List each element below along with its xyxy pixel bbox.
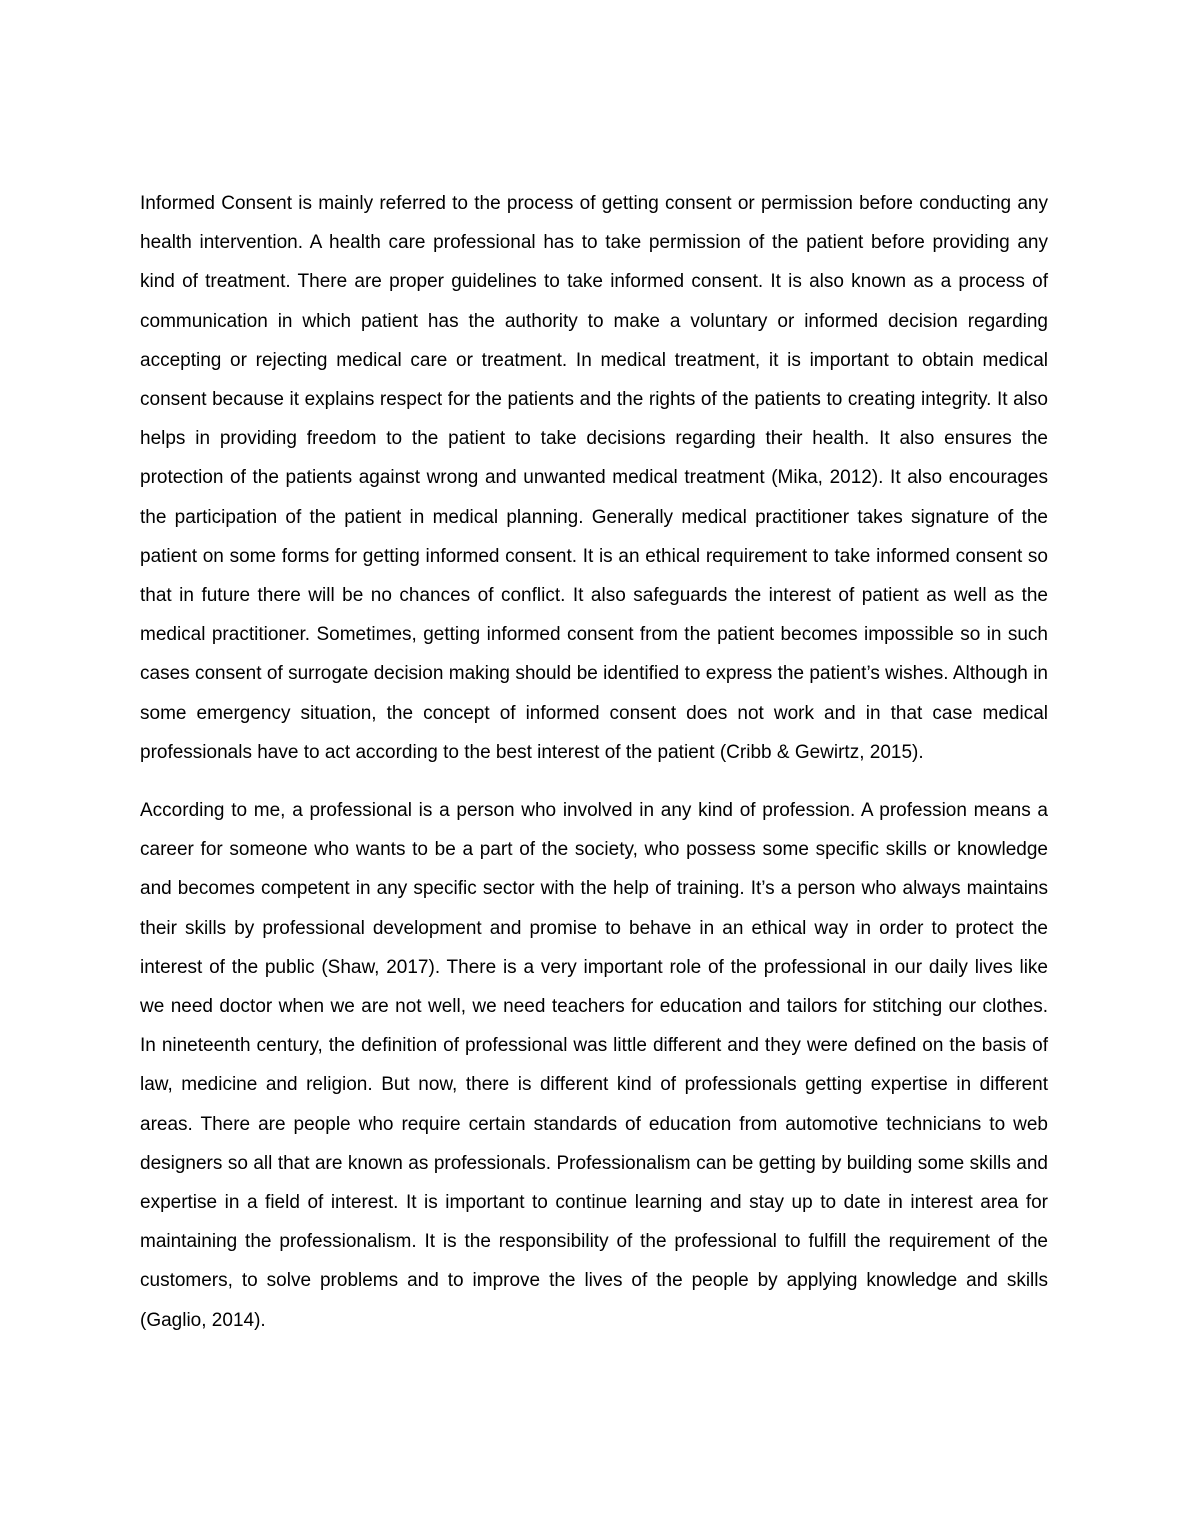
paragraph-informed-consent: Informed Consent is mainly referred to the process of getting consent or permission before conducting any health intervention. A health care professional has to take permission of the patient before providing any kind of treatment. There are proper guidelines to take informed consent. It is also known as a process of communication in which patient has the authority to make a voluntary or informed decision regarding accepting or rejecting medical care or treatment. In medical treatment, it is important to obtain medical consent because it explains respect for the patients and the rights of the patients to creating integrity. It also helps in providing freedom to the patient to take decisions regarding their health. It also ensures the protection of the patients against wrong and unwanted medical treatment (Mika, 2012). It also encourages the participation of the patient in medical planning. Generally medical practitioner takes signature of the patient on some forms for getting informed consent. It is an ethical requirement to take informed consent so that in future there will be no chances of conflict. It also safeguards the interest of patient as well as the medical practitioner. Sometimes, getting informed consent from the patient becomes impossible so in such cases consent of surrogate decision making should be identified to express the patient’s wishes. Although in some emergency situation, the concept of informed consent does not work and in that case medical professionals have to act according to the best interest of the patient (Cribb & Gewirtz, 2015). <box>140 193 1048 763</box>
paragraph-professional: According to me, a professional is a person who involved in any kind of profession. A profession means a career for someone who wants to be a part of the society, who possess some specific skills or knowledge and becomes competent in any specific sector with the help of training. It’s a person who always maintains their skills by professional development and promise to behave in an ethical way in order to protect the interest of the public (Shaw, 2017). There is a very important role of the professional in our daily lives like we need doctor when we are not well, we need teachers for education and tailors for stitching our clothes. In nineteenth century, the definition of professional was little different and they were defined on the basis of law, medicine and religion. But now, there is different kind of professionals getting expertise in different areas. There are people who require certain standards of education from automotive technicians to web designers so all that are known as professionals. Professionalism can be getting by building some skills and expertise in a field of interest. It is important to continue learning and stay up to date in interest area for maintaining the professionalism. It is the responsibility of the professional to fulfill the requirement of the customers, to solve problems and to improve the lives of the people by applying knowledge and skills (Gaglio, 2014). <box>140 800 1048 1331</box>
document-body <box>140 184 1048 1359</box>
